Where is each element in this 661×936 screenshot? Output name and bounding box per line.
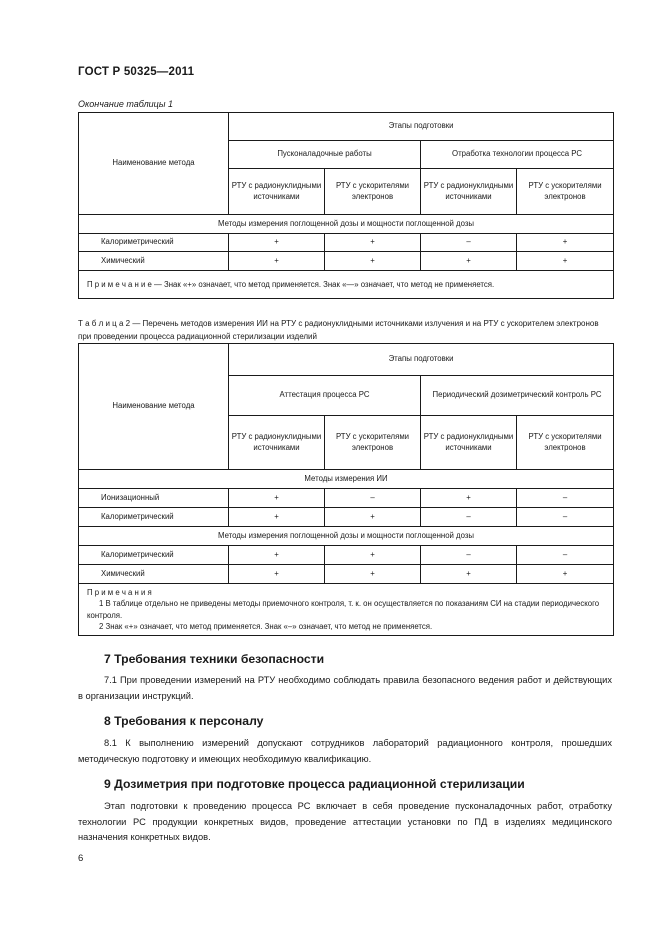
section8-text: 8.1 К выполнению измерений допускают сотрудников лабораторий радиационного контроля, прошедших методическую подготовку и имеющих необходимую квалификацию.	[78, 738, 612, 764]
t1-row2-v3: +	[421, 252, 517, 271]
t1-row2-v2: +	[325, 252, 421, 271]
t2-dose-row1-v1: +	[229, 546, 325, 565]
t2-section-dose: Методы измерения поглощенной дозы и мощности поглощенной дозы	[79, 527, 614, 546]
t2-sub-radionuclide-a: РТУ с радионуклидными источниками	[229, 416, 325, 470]
t2-ii-row2-name: Калориметрический	[79, 508, 229, 527]
t1-row2-v1: +	[229, 252, 325, 271]
section9-text: Этап подготовки к проведению процесса РС включает в себя проведение пусконаладочных работ, отработку технологии РС продукции конкретных видов, проведение аттестации установки по ПД в изделиях медицинского назначения конкретных видов.	[78, 801, 612, 842]
table-row	[79, 234, 614, 252]
t1-col-stages: Этапы подготовки	[229, 113, 614, 141]
t1-col-method: Наименование метода	[79, 113, 229, 215]
table-row	[79, 546, 614, 565]
section9-heading: 9 Дозиметрия при подготовке процесса радиационной стерилизации	[104, 777, 525, 791]
t2-ii-row2-v4: –	[517, 508, 614, 527]
t2-section-ii: Методы измерения ИИ	[79, 470, 614, 489]
t2-stage-a: Аттестация процесса РС	[229, 376, 421, 416]
t1-row1-v2: +	[325, 234, 421, 252]
t2-sub-accelerator-a: РТУ с ускорителями электронов	[325, 416, 421, 470]
t1-row1-name: Калориметрический	[79, 234, 229, 252]
table1	[78, 112, 614, 299]
t2-note1: 1 В таблице отдельно не приведены методы приемочного контроля, т. к. он осуществляется по показаниям СИ на стадии периодического контроля.	[87, 599, 600, 620]
document-code: ГОСТ Р 50325—2011	[78, 66, 195, 78]
t2-notes	[79, 584, 614, 636]
t2-ii-row2-v1: +	[229, 508, 325, 527]
t1-row1-v1: +	[229, 234, 325, 252]
t2-ii-row1-v1: +	[229, 489, 325, 508]
t2-ii-row1-v2: –	[325, 489, 421, 508]
t1-sub-radionuclide-a: РТУ с радионуклидными источниками	[229, 169, 325, 215]
t2-dose-row2-v4: +	[517, 565, 614, 584]
t2-dose-row2-v1: +	[229, 565, 325, 584]
table1-caption: Окончание таблицы 1	[78, 99, 173, 109]
t1-row1-v4: +	[517, 234, 614, 252]
t2-ii-row1-v3: +	[421, 489, 517, 508]
t2-dose-row1-v2: +	[325, 546, 421, 565]
t2-ii-row2-v2: +	[325, 508, 421, 527]
t1-section-dose: Методы измерения поглощенной дозы и мощности поглощенной дозы	[79, 215, 614, 234]
t1-row1-v3: –	[421, 234, 517, 252]
page-number: 6	[78, 853, 84, 864]
t1-note	[79, 271, 614, 299]
t2-dose-row1-v4: –	[517, 546, 614, 565]
t1-sub-accelerator-a: РТУ с ускорителями электронов	[325, 169, 421, 215]
t1-note-label: П р и м е ч а н и е	[87, 279, 152, 289]
table-row	[79, 252, 614, 271]
t1-stage-a: Пусконаладочные работы	[229, 141, 421, 169]
section7-heading: 7 Требования техники безопасности	[104, 652, 325, 666]
t2-dose-row1-v3: –	[421, 546, 517, 565]
table2	[78, 343, 614, 636]
t1-note-text: — Знак «+» означает, что метод применяется. Знак «—» означает, что метод не применяется.	[151, 279, 495, 289]
t2-title-label: Т а б л и ц а	[78, 319, 124, 328]
table-row	[79, 489, 614, 508]
t2-sub-accelerator-b: РТУ с ускорителями электронов	[517, 416, 614, 470]
t2-dose-row2-v3: +	[421, 565, 517, 584]
t1-row2-v4: +	[517, 252, 614, 271]
t2-sub-radionuclide-b: РТУ с радионуклидными источниками	[421, 416, 517, 470]
t2-dose-row2-name: Химический	[79, 565, 229, 584]
t2-title-text: 2 — Перечень методов измерения ИИ на РТУ с радионуклидными источниками излучения и на РТУ с ускорителем электронов при проведении процесса радиационной стерилизации изделий	[78, 319, 599, 341]
section7-text: 7.1 При проведении измерений на РТУ необходимо соблюдать правила безопасного ведения работ и действующих в организации инструкций.	[78, 675, 612, 701]
t2-ii-row1-v4: –	[517, 489, 614, 508]
t2-notes-label: П р и м е ч а н и я	[87, 587, 152, 597]
t2-stage-b: Периодический дозиметрический контроль РС	[421, 376, 614, 416]
t2-col-stages: Этапы подготовки	[229, 344, 614, 376]
t2-ii-row1-name: Ионизационный	[79, 489, 229, 508]
t2-dose-row2-v2: +	[325, 565, 421, 584]
t1-row2-name: Химический	[79, 252, 229, 271]
table-row	[79, 508, 614, 527]
t1-sub-accelerator-b: РТУ с ускорителями электронов	[517, 169, 614, 215]
t1-sub-radionuclide-b: РТУ с радионуклидными источниками	[421, 169, 517, 215]
table-row	[79, 565, 614, 584]
table2-title	[78, 318, 608, 343]
t1-stage-b: Отработка технологии процесса РС	[421, 141, 614, 169]
t2-note2: 2 Знак «+» означает, что метод применяется. Знак «–» означает, что метод не применяется.	[99, 621, 433, 631]
t2-col-method: Наименование метода	[79, 344, 229, 470]
t2-dose-row1-name: Калориметрический	[79, 546, 229, 565]
t2-ii-row2-v3: –	[421, 508, 517, 527]
section8-heading: 8 Требования к персоналу	[104, 714, 264, 728]
